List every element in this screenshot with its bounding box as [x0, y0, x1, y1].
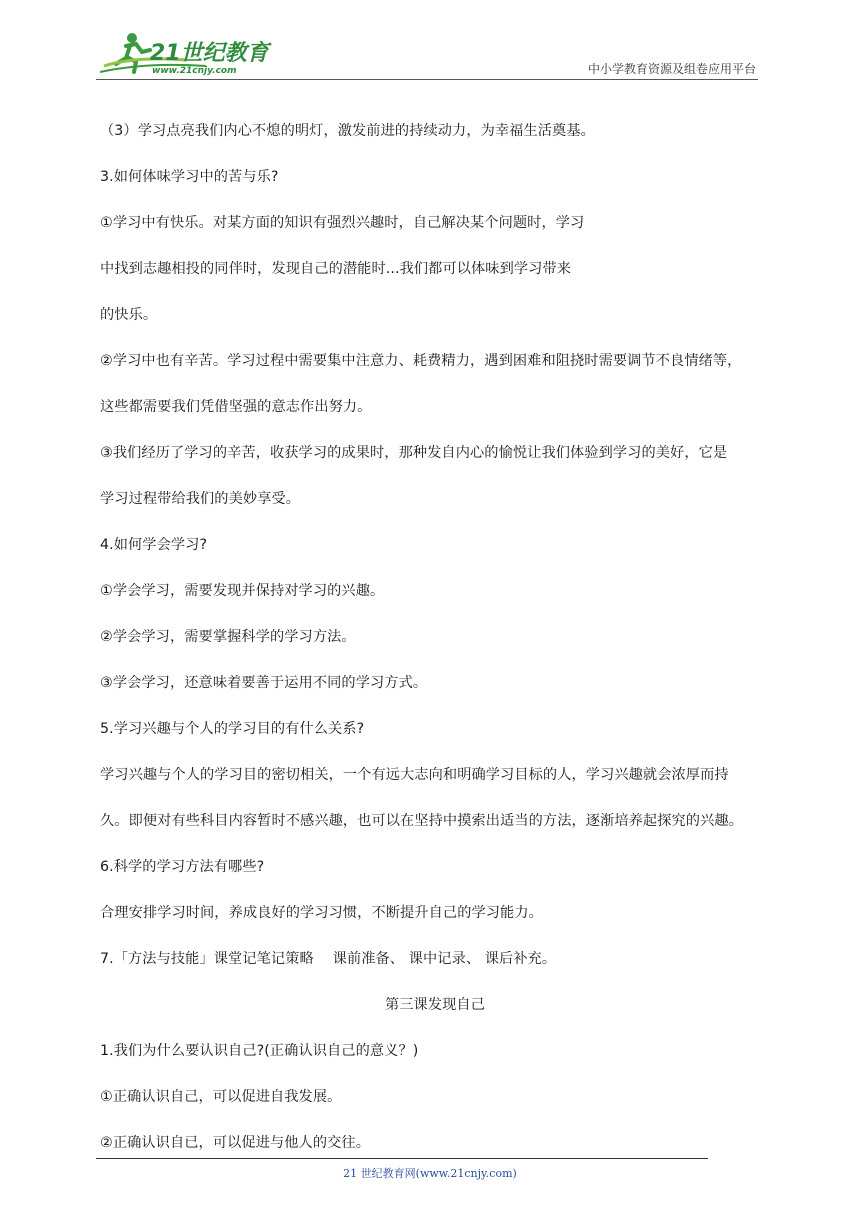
paragraph-line: ①正确认识自己，可以促进自我发展。	[100, 1089, 342, 1105]
paragraph-line: （3）学习点亮我们内心不熄的明灯，激发前进的持续动力，为幸福生活奠基。	[100, 123, 595, 139]
paragraph-line: 这些都需要我们凭借坚强的意志作出努力。	[100, 399, 372, 415]
platform-title: 中小学教育资源及组卷应用平台	[587, 62, 756, 76]
question-heading: 6.科学的学习方法有哪些?	[100, 859, 265, 875]
question-heading: 3.如何体味学习中的苦与乐?	[100, 169, 279, 185]
paragraph-line: 的快乐。	[100, 307, 158, 323]
paragraph-line: ②学习中也有辛苦。学习过程中需要集中注意力、耗费精力，遇到困难和阻挠时需要调节不良情绪等，	[100, 353, 742, 369]
paragraph-line: ③我们经历了学习的辛苦，收获学习的成果时，那种发自内心的愉悦让我们体验到学习的美好，它是	[100, 445, 728, 461]
svg-text:21世纪教育: 21世纪教育	[150, 41, 269, 66]
site-logo[interactable]	[96, 26, 296, 80]
question-heading: 1.我们为什么要认识自己?(正确认识自己的意义？)	[100, 1043, 419, 1059]
logo-runner-icon	[96, 26, 296, 80]
paragraph-line: 中找到志趣相投的同伴时，发现自己的潜能时...我们都可以体味到学习带来	[100, 261, 572, 277]
paragraph-line: 久。即便对有些科目内容暂时不感兴趣，也可以在坚持中摸索出适当的方法，逐渐培养起探究的兴趣。	[100, 813, 743, 829]
paragraph-line: ③学会学习，还意味着要善于运用不同的学习方式。	[100, 675, 428, 691]
paragraph-line: ②学会学习，需要掌握科学的学习方法。	[100, 629, 356, 645]
paragraph-line: 7.「方法与技能」课堂记笔记策略 课前准备、 课中记录、 课后补充。	[100, 951, 557, 967]
question-heading: 5.学习兴趣与个人的学习目的有什么关系?	[100, 721, 365, 737]
paragraph-line: 合理安排学习时间，养成良好的学习习惯，不断提升自己的学习能力。	[100, 905, 543, 921]
header-divider	[96, 79, 758, 80]
footer-link[interactable]: 21 世纪教育网(www.21cnjy.com)	[343, 1167, 517, 1180]
paragraph-line: ①学习中有快乐。对某方面的知识有强烈兴趣时，自己解决某个问题时，学习	[100, 215, 585, 231]
page-header	[96, 26, 758, 82]
paragraph-line: 学习过程带给我们的美妙享受。	[100, 491, 301, 507]
paragraph-line: 学习兴趣与个人的学习目的密切相关，一个有远大志向和明确学习目标的人，学习兴趣就会浓厚而持	[100, 767, 729, 783]
footer-divider	[96, 1158, 708, 1159]
document-body	[100, 108, 770, 1166]
question-heading: 4.如何学会学习?	[100, 537, 208, 553]
lesson-title: 第三课发现自己	[384, 997, 485, 1013]
svg-text:www.21cnjy.com: www.21cnjy.com	[152, 66, 237, 76]
paragraph-line: ①学会学习，需要发现并保持对学习的兴趣。	[100, 583, 385, 599]
paragraph-line: ②正确认识自已，可以促进与他人的交往。	[100, 1135, 370, 1151]
